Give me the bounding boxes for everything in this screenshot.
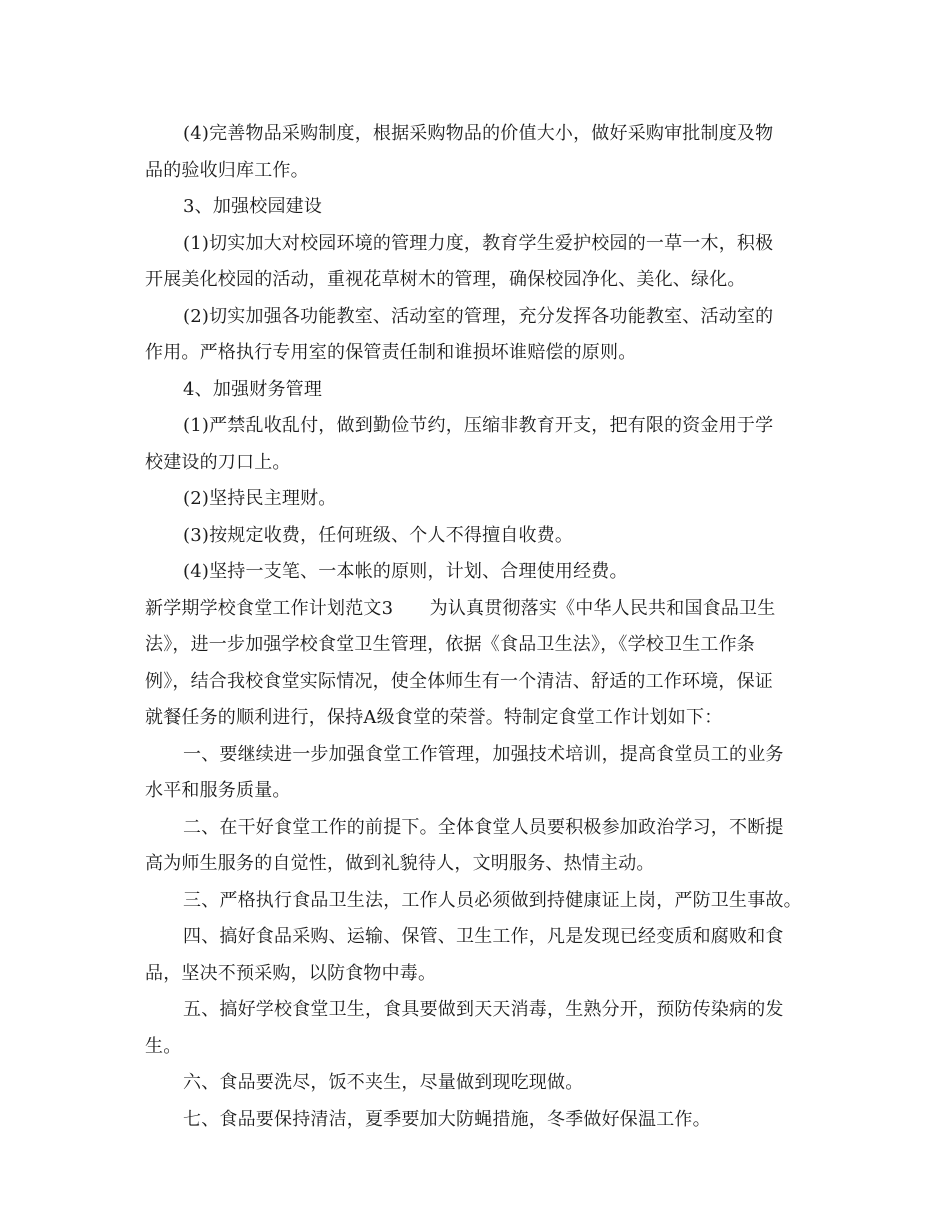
text-line: (1)严禁乱收乱付，做到勤俭节约，压缩非教育开支，把有限的资金用于学 <box>183 415 774 436</box>
text-line: (2)切实加强各功能教室、活动室的管理，充分发挥各功能教室、活动室的 <box>183 305 774 327</box>
text-line: 水平和服务质量。 <box>145 780 291 801</box>
text-line: 4、加强财务管理 <box>183 378 323 400</box>
text-line: 一、要继续进一步加强食堂工作管理，加强技术培训，提高食堂员工的业务 <box>183 743 784 765</box>
text-line: 新学期学校食堂工作计划范文3 为认真贯彻落实《中华人民共和国食品卫生 <box>145 597 776 619</box>
text-line: 开展美化校园的活动，重视花草树木的管理，确保校园净化、美化、绿化。 <box>145 269 746 290</box>
text-line: 就餐任务的顺利进行，保持A级食堂的荣誉。特制定食堂工作计划如下： <box>145 707 723 728</box>
text-line: 五、搞好学校食堂卫生，食具要做到天天消毒，生熟分开，预防传染病的发 <box>183 999 784 1020</box>
text-line: 高为师生服务的自觉性，做到礼貌待人，文明服务、热情主动。 <box>145 853 655 874</box>
text-line: 四、搞好食品采购、运输、保管、卫生工作，凡是发现已经变质和腐败和食 <box>183 926 784 947</box>
text-line: 校建设的刀口上。 <box>145 451 291 473</box>
text-line: 生。 <box>145 1035 182 1057</box>
text-line: 七、食品要保持清洁，夏季要加大防蝇措施，冬季做好保温工作。 <box>183 1108 711 1130</box>
text-line: 作用。严格执行专用室的保管责任制和谁损坏谁赔偿的原则。 <box>145 342 637 363</box>
text-line: 品，坚决不预采购，以防食物中毒。 <box>145 962 437 984</box>
text-line: 例》，结合我校食堂实际情况，使全体师生有一个清洁、舒适的工作环境，保证 <box>145 670 773 692</box>
text-line: (1)切实加大对校园环境的管理力度，教育学生爱护校园的一草一木，积极 <box>183 232 774 254</box>
text-line: 二、在干好食堂工作的前提下。全体食堂人员要积极参加政治学习，不断提 <box>183 816 784 838</box>
document-body <box>145 116 813 1138</box>
text-line: 六、食品要洗尽，饭不夹生，尽量做到现吃现做。 <box>183 1072 584 1093</box>
text-line: 品的验收归库工作。 <box>145 159 309 181</box>
text-line: (2)坚持民主理财。 <box>183 488 337 509</box>
text-line: 三、严格执行食品卫生法，工作人员必须做到持健康证上岗，严防卫生事故。 <box>183 889 802 911</box>
text-line: (3)按规定收费，任何班级、个人不得擅自收费。 <box>183 524 574 546</box>
text-line: (4)完善物品采购制度，根据采购物品的价值大小，做好采购审批制度及物 <box>183 123 774 144</box>
text-line: 法》，进一步加强学校食堂卫生管理，依据《食品卫生法》，《学校卫生工作条 <box>145 634 755 655</box>
text-line: (4)坚持一支笔、一本帐的原则，计划、合理使用经费。 <box>183 561 628 582</box>
text-line: 3、加强校园建设 <box>183 196 323 217</box>
